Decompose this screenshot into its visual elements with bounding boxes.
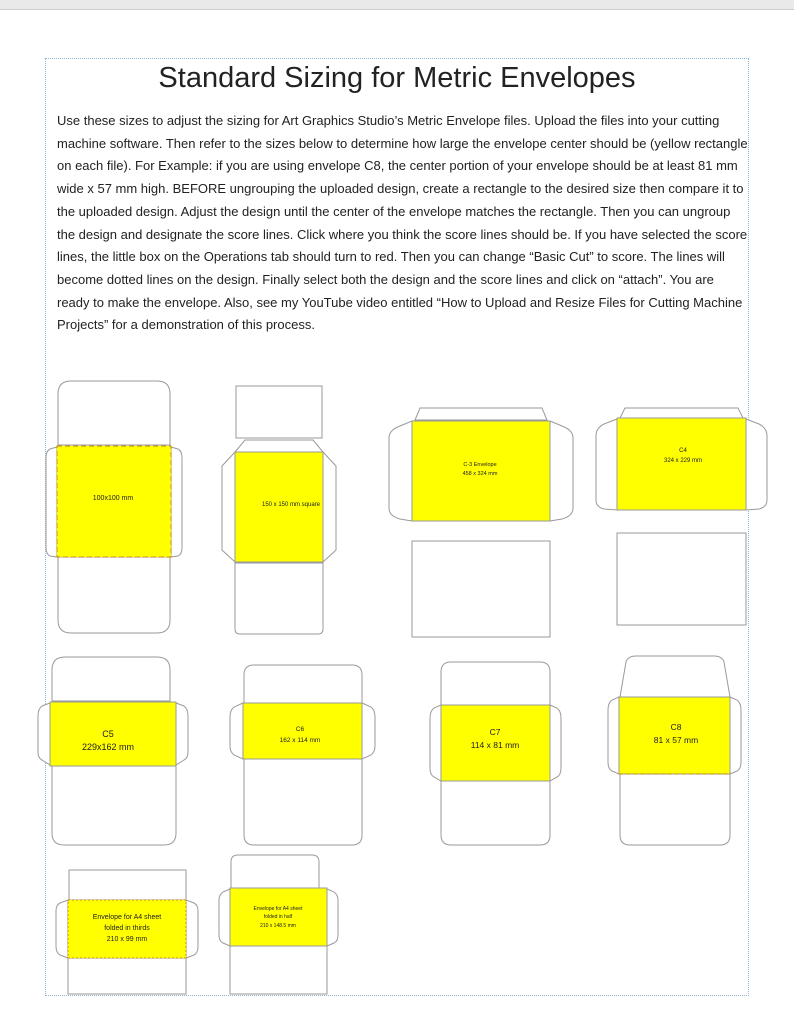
- envelope-a4-half: [219, 855, 338, 994]
- envelope-c4: [596, 408, 767, 625]
- envelope-c3: [389, 408, 573, 637]
- label-c5-name: C5: [102, 729, 114, 739]
- label-c3-name: C-3 Envelope: [463, 462, 497, 468]
- envelope-100x100: [46, 381, 182, 633]
- envelope-c7: [430, 662, 561, 845]
- label-c4-name: C4: [679, 448, 687, 454]
- label-c7-name: C7: [489, 727, 501, 737]
- label-c8-name: C8: [670, 722, 682, 732]
- label-a4-half-line2: folded in half: [263, 914, 293, 920]
- label-c7-size: 114 x 81 mm: [470, 740, 520, 750]
- envelope-c6: [230, 665, 375, 845]
- label-c5-size: 229x162 mm: [81, 742, 135, 752]
- label-a4-half-line1: Envelope for A4 sheet: [253, 906, 303, 912]
- envelope-150x150: [222, 386, 336, 634]
- label-a4-half-line3: 210 x 148.5 mm: [260, 923, 296, 929]
- label-c8-size: 81 x 57 mm: [653, 735, 699, 745]
- label-c4-size: 324 x 229 mm: [663, 458, 703, 464]
- label-c3-size: 458 x 324 mm: [462, 471, 498, 477]
- envelope-a4-thirds: [56, 870, 198, 994]
- page-title: Standard Sizing for Metric Envelopes: [158, 62, 636, 94]
- envelope-c8: [608, 656, 741, 845]
- label-100x100: 100x100 mm: [92, 495, 134, 502]
- envelope-c5: [38, 657, 188, 845]
- label-a4-thirds-line3: 210 x 99 mm: [106, 936, 148, 943]
- label-c6-name: C6: [295, 726, 305, 733]
- label-a4-thirds-line2: folded in thirds: [104, 925, 150, 932]
- label-150x150: 150 x 150 mm square: [261, 502, 321, 508]
- label-c6-size: 162 x 114 mm: [279, 737, 321, 744]
- label-a4-thirds-line1: Envelope for A4 sheet: [92, 914, 162, 921]
- instructions-paragraph: Use these sizes to adjust the sizing for Art Graphics Studio’s Metric Envelope files. Upload the files into your cutting machine software. Then refer to the sizes below to determine how large the envelope center should be (yellow rectangle on each file). For Example: if you are using envelope C8, the center portion of your envelope should be at least 81 mm wide x 57 mm high. BEFORE ungrouping the uploaded design, create a rectangle to the desired size then compare it to the uploaded design. Adjust the design until the center of the envelope matches the rectangle. Then you can ungroup the design and designate the score lines. Click where you think the score lines should be. If you have selected the score lines, the little box on the Operations tab should turn to red. Then you can change “Basic Cut” to score. The lines will become dotted lines on the design. Finally select both the design and the score lines and click on “attach”. You are ready to make the envelope. Also, see my YouTube video entitled “How to Upload and Resize Files for Cutting Machine Projects” for a demonstration of this process.: [57, 113, 748, 333]
